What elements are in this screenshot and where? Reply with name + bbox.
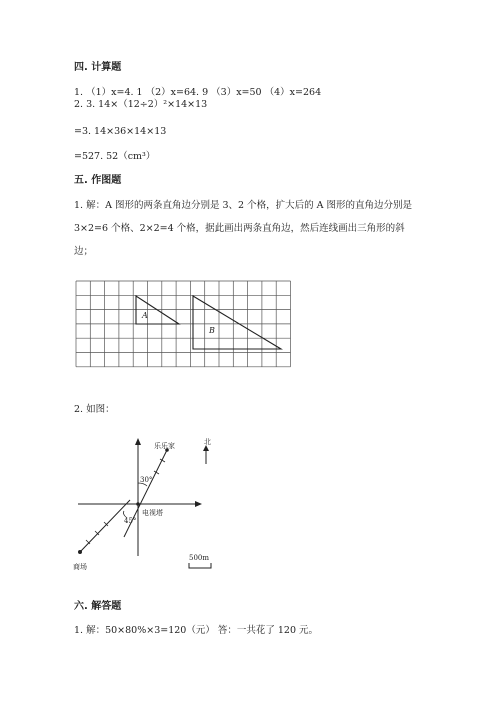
tower-label: 电视塔	[142, 509, 163, 517]
section-6-heading: 六. 解答题	[74, 601, 122, 612]
direction-map-figure	[70, 436, 240, 581]
mall-direction-line	[80, 500, 130, 552]
drawing-answer-line-3: 边；	[74, 246, 94, 257]
home-label: 乐乐家	[154, 442, 175, 450]
angle-30-label: 30°	[140, 476, 153, 484]
north-label: 北	[204, 438, 211, 446]
scale-bar	[189, 563, 211, 568]
mall-label: 商场	[73, 563, 87, 571]
word-problem-answer: 1. 解：50×80%×3=120（元） 答：一共花了 120 元。	[74, 625, 319, 636]
answer-line-3: =3. 14×36×14×13	[74, 126, 167, 137]
answer-line-1: 1. （1）x=4. 1 （2）x=64. 9 （3）x=50 （4）x=264	[74, 87, 322, 98]
triangle-a-label: A	[142, 311, 148, 320]
scale-label: 500m	[189, 554, 209, 562]
triangle-grid-figure	[76, 281, 426, 381]
triangle-b-label: B	[209, 326, 215, 335]
answer-line-2: 2. 3. 14×（12÷2）²×14×13	[74, 99, 208, 110]
triangle-b	[193, 296, 281, 349]
drawing-answer-line-1: 1. 解：A 图形的两条直角边分别是 3、2 个格，扩大后的 A 图形的直角边分别是	[74, 200, 412, 211]
answer-line-4: =527. 52（cm³）	[74, 151, 156, 162]
map-answer-label: 2. 如图：	[74, 404, 115, 415]
section-5-heading: 五. 作图题	[74, 175, 122, 186]
drawing-answer-line-2: 3×2=6 个格、2×2=4 个格，据此画出两条直角边，然后连线画出三角形的斜	[74, 223, 405, 234]
angle-45-label: 45°	[124, 517, 137, 525]
section-4-heading: 四. 计算题	[74, 62, 122, 73]
